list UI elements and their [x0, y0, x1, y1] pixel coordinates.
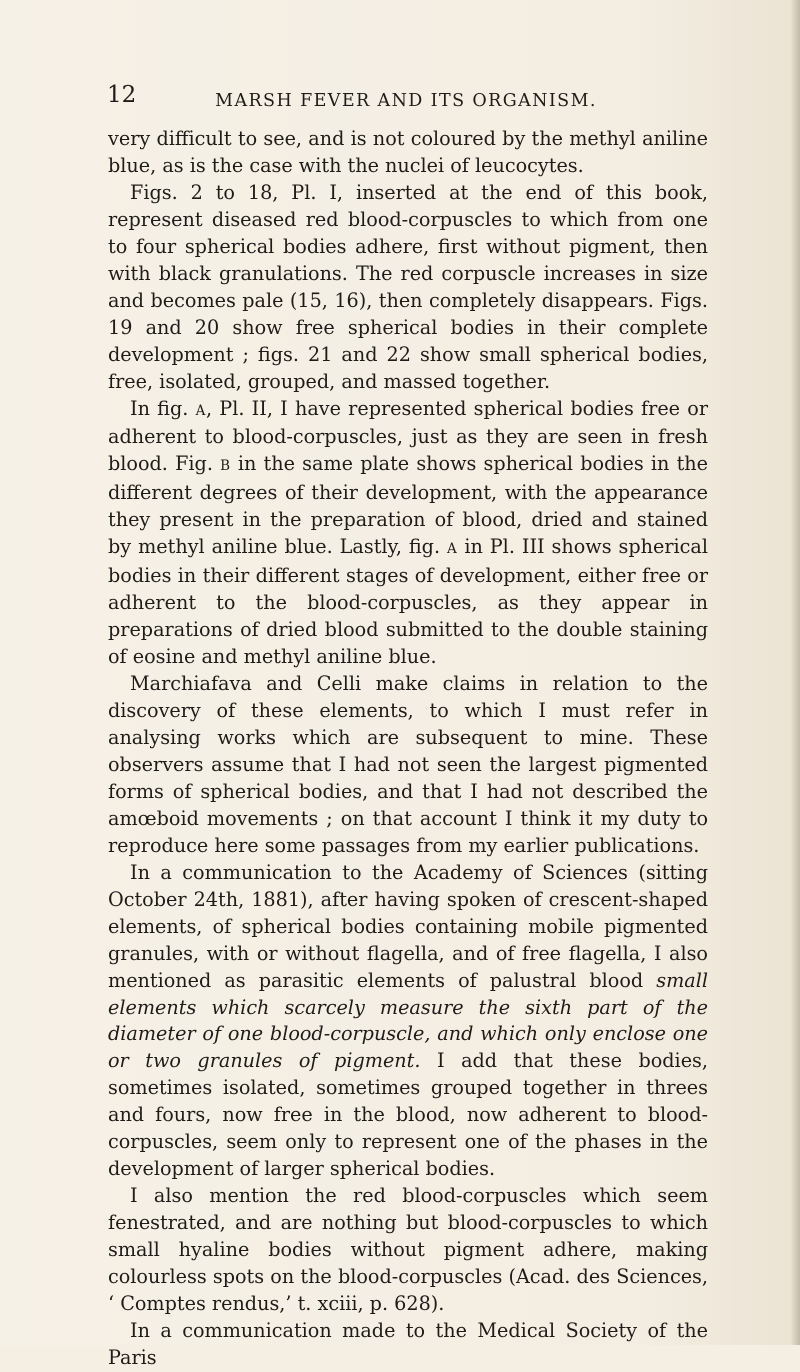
- text-run: Figs. 2 to 18, Pl. I, inserted at the end of this book, represent diseased red blood-corpuscles to which from one to four spherical bodies adhere, first without pigment, then with black granulations. The red corpuscle increases in size and becomes pale (15, 16), then completely disappears. Figs. 19 and 20 show free spherical bodies in their complete development ; figs. 21 and 22 show small spherical bodies, free, isolated, grouped, and massed together.: [108, 180, 708, 393]
- text-run: , Pl. II, I have represented spherical bodies free or adherent to blood-corpuscles, just as they are seen in fresh blood. Fig.: [108, 396, 708, 476]
- paragraph: [108, 1183, 708, 1318]
- text-run: In fig.: [130, 396, 196, 420]
- figure-letter: A: [195, 402, 206, 419]
- text-run: In a communication made to the Medical Society of the Paris: [108, 1318, 708, 1369]
- paragraph: [108, 126, 708, 180]
- text-run: I also mention the red blood-corpuscles which seem fenestrated, and are nothing but blood-corpuscles to which small hyaline bodies without pigment adhere, making colourless spots on the blood-corpuscles (Acad. des Sciences, ‘ Comptes rendus,’ t. xciii, p. 628).: [108, 1184, 708, 1315]
- italic-text: small elements which scarcely measure the sixth part of the diameter of one blood-corpuscle, and which only enclose one or two granules of pigment.: [108, 968, 708, 1073]
- paragraph: [108, 860, 708, 1183]
- text-run: in the same plate shows spherical bodies in the different degrees of their development, with the appearance they present in the preparation of blood, dried and stained by methyl aniline blue. Lastly, fig.: [108, 452, 708, 559]
- running-head: MARSH FEVER AND ITS ORGANISM.: [215, 91, 597, 111]
- text-run: In a communication to the Academy of Sciences (sitting October 24th, 1881), after having spoken of crescent-shaped elements, of spherical bodies containing mobile pigmented granules, with or without flagella, and of free flagella, I also mentioned as parasitic elements of palustral blood: [108, 860, 708, 992]
- body-text: [108, 126, 708, 1372]
- paragraph: [108, 396, 708, 672]
- text-run: Marchiafava and Celli make claims in relation to the discovery of these elements, to which I must refer in analysing works which are subsequent to mine. These observers assume that I had not seen the largest pigmented forms of spherical bodies, and that I had not described the amœboid movements ; on that account I think it my duty to reproduce here some passages from my earlier publications.: [108, 672, 708, 857]
- page-number: 12: [107, 82, 137, 108]
- paragraph: [108, 671, 708, 860]
- text-run: I add that these bodies, sometimes isolated, sometimes grouped together in threes and fours, now free in the blood, now adherent to blood-corpuscles, seem only to represent one of the phases in the development of larger spherical bodies.: [108, 1049, 708, 1181]
- figure-letter: B: [220, 458, 231, 475]
- figure-letter: A: [447, 541, 458, 558]
- paragraph: [108, 180, 708, 396]
- text-run: in Pl. III shows spherical bodies in their different stages of development, either free or adherent to the blood-corpuscles, as they appear in preparations of dried blood submitted to the double staining of eosine and methyl aniline blue.: [108, 535, 709, 669]
- page-edge-shadow: [790, 0, 800, 1345]
- text-run: very difficult to see, and is not coloured by the methyl aniline blue, as is the case with the nuclei of leucocytes.: [108, 127, 708, 177]
